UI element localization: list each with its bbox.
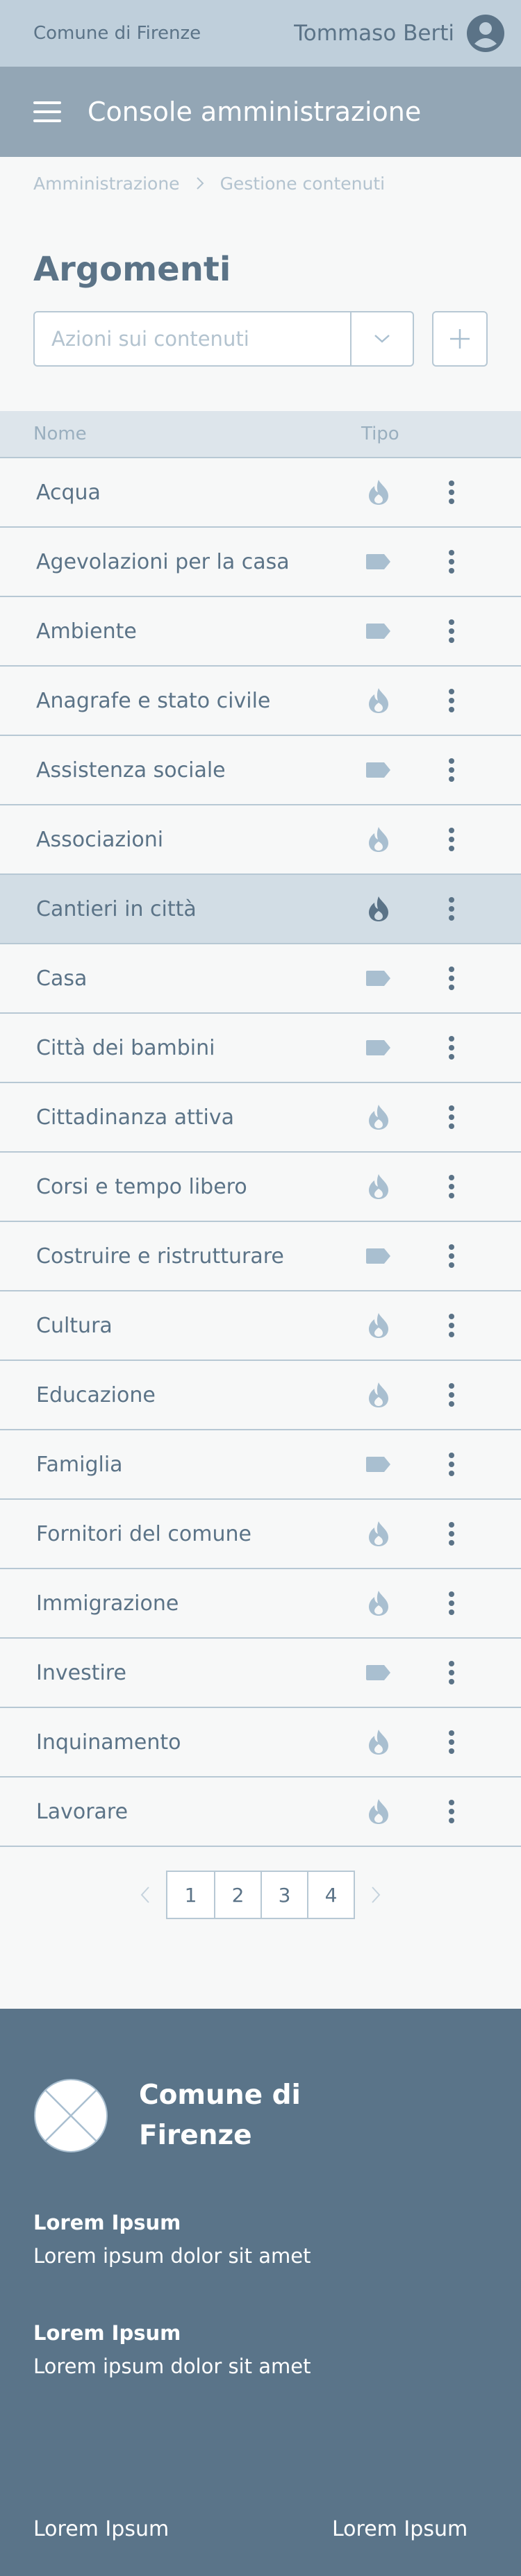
table-header — [0, 411, 521, 458]
more-options-icon[interactable] — [431, 549, 472, 574]
more-options-icon[interactable] — [431, 1382, 472, 1407]
row-name[interactable]: Fornitori del comune — [36, 1521, 251, 1546]
footer-link[interactable]: Lorem Ipsum — [332, 2517, 468, 2541]
table-row[interactable] — [0, 1500, 521, 1569]
more-options-icon[interactable] — [431, 1799, 472, 1824]
row-name[interactable]: Inquinamento — [36, 1730, 181, 1755]
more-options-icon[interactable] — [431, 480, 472, 505]
row-name[interactable]: Corsi e tempo libero — [36, 1174, 247, 1199]
avatar-icon — [467, 15, 504, 52]
column-header-name[interactable]: Nome — [33, 424, 87, 444]
fire-icon — [326, 1104, 431, 1130]
row-name[interactable]: Famiglia — [36, 1452, 123, 1477]
row-name[interactable]: Cultura — [36, 1313, 113, 1338]
more-options-icon[interactable] — [431, 619, 472, 644]
fire-icon — [326, 687, 431, 714]
logo-placeholder-icon — [33, 2078, 108, 2153]
row-name[interactable]: Casa — [36, 966, 88, 991]
table-row[interactable] — [0, 1361, 521, 1430]
chevron-down-icon — [373, 333, 391, 344]
more-options-icon[interactable] — [431, 1730, 472, 1755]
breadcrumb-item-admin[interactable]: Amministrazione — [33, 173, 180, 194]
tag-icon — [326, 1455, 431, 1473]
tag-icon — [326, 1039, 431, 1057]
more-options-icon[interactable] — [431, 1660, 472, 1685]
table-row[interactable] — [0, 1014, 521, 1083]
fire-icon — [326, 1312, 431, 1339]
add-button[interactable] — [432, 311, 488, 367]
content-actions — [33, 311, 488, 367]
column-header-type[interactable]: Tipo — [361, 424, 399, 444]
page-button[interactable]: 2 — [214, 1872, 260, 1918]
table-row[interactable] — [0, 458, 521, 528]
table-row[interactable] — [0, 875, 521, 944]
more-options-icon[interactable] — [431, 1174, 472, 1199]
row-name[interactable]: Lavorare — [36, 1799, 129, 1824]
footer-block-text: Lorem ipsum dolor sit amet — [33, 2244, 311, 2268]
user-menu[interactable] — [294, 15, 504, 52]
table-row[interactable] — [0, 1778, 521, 1847]
row-name[interactable]: Acqua — [36, 480, 101, 505]
tag-icon — [326, 761, 431, 779]
fire-icon — [326, 479, 431, 505]
table-row[interactable] — [0, 597, 521, 667]
footer — [0, 2009, 521, 2576]
more-options-icon[interactable] — [431, 1035, 472, 1060]
table-row[interactable] — [0, 736, 521, 805]
footer-block — [33, 2206, 311, 2273]
fire-icon — [326, 1798, 431, 1825]
row-name[interactable]: Agevolazioni per la casa — [36, 549, 290, 574]
more-options-icon[interactable] — [431, 1313, 472, 1338]
footer-brand — [33, 2075, 320, 2156]
footer-block — [33, 2316, 311, 2383]
table-row[interactable] — [0, 1153, 521, 1222]
table-row[interactable] — [0, 1222, 521, 1291]
more-options-icon[interactable] — [431, 827, 472, 852]
page-list — [166, 1871, 355, 1919]
breadcrumb — [0, 157, 521, 210]
footer-block-heading: Lorem Ipsum — [33, 2211, 181, 2234]
content-actions-select[interactable] — [33, 311, 414, 367]
chevron-right-icon — [370, 1884, 382, 1905]
user-name: Tommaso Berti — [294, 21, 454, 46]
prev-page-button[interactable] — [124, 1871, 166, 1919]
footer-block-heading: Lorem Ipsum — [33, 2321, 181, 2345]
breadcrumb-item-content[interactable]: Gestione contenuti — [220, 173, 386, 194]
table-row[interactable] — [0, 1708, 521, 1778]
more-options-icon[interactable] — [431, 758, 472, 783]
page-title: Argomenti — [33, 250, 231, 289]
row-name[interactable]: Ambiente — [36, 619, 137, 644]
plus-icon — [448, 327, 472, 351]
row-name[interactable]: Educazione — [36, 1382, 156, 1407]
row-name[interactable]: Costruire e ristrutturare — [36, 1244, 284, 1269]
dropdown-toggle[interactable] — [350, 312, 413, 365]
row-name[interactable]: Cantieri in città — [36, 896, 197, 921]
table-row[interactable] — [0, 1291, 521, 1361]
app-title: Console amministrazione — [88, 97, 422, 127]
fire-icon — [326, 1382, 431, 1408]
row-name[interactable]: Assistenza sociale — [36, 758, 226, 783]
chevron-right-icon — [192, 176, 208, 191]
more-options-icon[interactable] — [431, 688, 472, 713]
table-row[interactable] — [0, 1430, 521, 1500]
chevron-left-icon — [139, 1884, 151, 1905]
next-page-button[interactable] — [355, 1871, 397, 1919]
fire-icon — [326, 1590, 431, 1616]
table-body — [0, 458, 521, 1847]
row-name[interactable]: Città dei bambini — [36, 1035, 215, 1060]
app-header — [0, 67, 521, 157]
more-options-icon[interactable] — [431, 1521, 472, 1546]
row-name[interactable]: Cittadinanza attiva — [36, 1105, 235, 1130]
tag-icon — [326, 969, 431, 987]
tag-icon — [326, 622, 431, 640]
tag-icon — [326, 553, 431, 571]
footer-block-text: Lorem ipsum dolor sit amet — [33, 2355, 311, 2378]
fire-icon — [326, 1521, 431, 1547]
org-name[interactable]: Comune di Firenze — [33, 23, 201, 44]
more-options-icon[interactable] — [431, 1244, 472, 1269]
more-options-icon[interactable] — [431, 1452, 472, 1477]
fire-icon — [326, 1729, 431, 1755]
row-name[interactable]: Immigrazione — [36, 1591, 179, 1616]
row-name[interactable]: Associazioni — [36, 827, 164, 852]
table-row[interactable] — [0, 528, 521, 597]
row-name[interactable]: Anagrafe e stato civile — [36, 688, 271, 713]
page-button[interactable]: 4 — [307, 1872, 354, 1918]
fire-icon — [326, 826, 431, 853]
tag-icon — [326, 1247, 431, 1265]
menu-icon[interactable] — [33, 101, 61, 122]
row-name[interactable]: Investire — [36, 1660, 126, 1685]
page-button[interactable]: 3 — [260, 1872, 307, 1918]
more-options-icon[interactable] — [431, 966, 472, 991]
more-options-icon[interactable] — [431, 1591, 472, 1616]
select-placeholder: Azioni sui contenuti — [51, 327, 249, 351]
more-options-icon[interactable] — [431, 1105, 472, 1130]
more-options-icon[interactable] — [431, 896, 472, 921]
table-row[interactable] — [0, 944, 521, 1014]
table-row[interactable] — [0, 667, 521, 736]
footer-link[interactable]: Lorem Ipsum — [33, 2517, 169, 2541]
fire-icon — [326, 896, 431, 922]
table-row[interactable] — [0, 1083, 521, 1153]
table-row[interactable] — [0, 805, 521, 875]
tag-icon — [326, 1664, 431, 1682]
page-button[interactable]: 1 — [167, 1872, 214, 1918]
footer-org-name: Comune di Firenze — [139, 2080, 301, 2151]
top-bar — [0, 0, 521, 67]
fire-icon — [326, 1173, 431, 1200]
table-row[interactable] — [0, 1639, 521, 1708]
table-row[interactable] — [0, 1569, 521, 1639]
pagination — [0, 1871, 521, 1919]
